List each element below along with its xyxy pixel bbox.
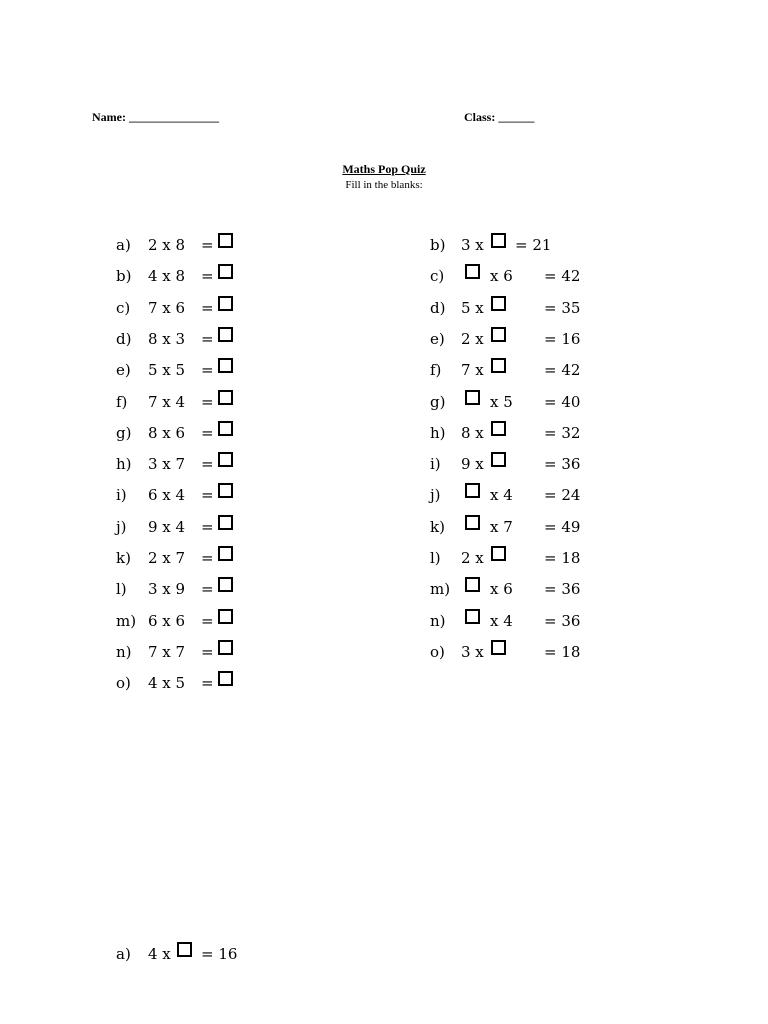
question-expression: x 6 bbox=[490, 580, 513, 599]
question-expression: x 6 bbox=[490, 267, 513, 286]
question-label: l) bbox=[116, 580, 127, 599]
question-expression: 4 x 8 bbox=[148, 267, 186, 286]
equals-sign: = bbox=[201, 267, 214, 286]
question-label: f) bbox=[430, 361, 442, 380]
question-result: = 24 bbox=[544, 486, 581, 505]
question-expression: 2 x bbox=[461, 549, 484, 567]
question-result: = 36 bbox=[544, 580, 581, 599]
question-label: o) bbox=[430, 642, 445, 661]
page-title: Maths Pop Quiz bbox=[342, 162, 426, 176]
question-expression: 3 x 9 bbox=[148, 580, 186, 599]
question-row bbox=[0, 577, 768, 601]
question-result: = 21 bbox=[515, 236, 552, 254]
answer-blank-box[interactable] bbox=[491, 421, 506, 436]
answer-blank-box[interactable] bbox=[491, 358, 506, 373]
question-label: c) bbox=[430, 267, 445, 286]
question-expression: 8 x bbox=[461, 423, 484, 442]
question-row bbox=[0, 296, 768, 320]
question-label: a) bbox=[116, 945, 131, 963]
question-expression: 5 x bbox=[461, 298, 484, 317]
question-row bbox=[0, 609, 768, 633]
question-row bbox=[0, 483, 768, 507]
question-result: = 42 bbox=[544, 361, 581, 380]
question-label: k) bbox=[430, 517, 445, 536]
question-label: o) bbox=[116, 674, 131, 693]
question-expression: 8 x 3 bbox=[148, 329, 186, 348]
question-result: = 49 bbox=[544, 517, 581, 536]
question-label: d) bbox=[116, 329, 132, 348]
answer-blank-box[interactable] bbox=[177, 942, 192, 957]
equals-sign: = bbox=[201, 423, 214, 442]
question-result: = 36 bbox=[544, 611, 581, 630]
question-label: e) bbox=[116, 361, 131, 380]
question-label: i) bbox=[430, 455, 441, 474]
question-row bbox=[0, 671, 768, 695]
answer-blank-box[interactable] bbox=[218, 671, 233, 686]
question-label: g) bbox=[116, 423, 132, 442]
equals-sign: = bbox=[201, 549, 214, 567]
answer-blank-box[interactable] bbox=[465, 483, 480, 498]
question-result: = 42 bbox=[544, 267, 581, 286]
question-label: j) bbox=[116, 517, 127, 536]
question-row bbox=[0, 327, 768, 351]
question-row bbox=[0, 390, 768, 414]
question-result: = 40 bbox=[544, 392, 581, 411]
equals-sign: = bbox=[201, 329, 214, 348]
question-label: h) bbox=[116, 455, 132, 474]
question-label: j) bbox=[430, 486, 441, 505]
question-row bbox=[0, 640, 768, 664]
equals-sign: = bbox=[201, 236, 214, 254]
question-expression: 4 x bbox=[148, 945, 171, 963]
question-label: b) bbox=[430, 236, 446, 254]
question-label: c) bbox=[116, 298, 131, 317]
class-field-label: Class: ______ bbox=[464, 110, 535, 124]
answer-blank-box[interactable] bbox=[491, 233, 506, 248]
question-expression: 2 x bbox=[461, 329, 484, 348]
question-expression: 7 x 6 bbox=[148, 298, 186, 317]
question-expression: 2 x 8 bbox=[148, 236, 186, 254]
question-result: = 18 bbox=[544, 642, 581, 661]
equals-sign: = bbox=[201, 298, 214, 317]
answer-blank-box[interactable] bbox=[491, 327, 506, 342]
equals-sign: = bbox=[201, 517, 214, 536]
question-result: = 32 bbox=[544, 423, 581, 442]
question-expression: 7 x 7 bbox=[148, 642, 186, 661]
equals-sign: = bbox=[201, 455, 214, 474]
question-expression: x 7 bbox=[490, 517, 513, 536]
question-expression: 2 x 7 bbox=[148, 549, 186, 567]
question-expression: 6 x 4 bbox=[148, 486, 186, 505]
question-label: e) bbox=[430, 329, 445, 348]
equals-sign: = bbox=[201, 486, 214, 505]
question-expression: 9 x 4 bbox=[148, 517, 186, 536]
question-label: m) bbox=[116, 611, 137, 630]
question-label: m) bbox=[430, 580, 451, 599]
question-expression: 3 x 7 bbox=[148, 455, 186, 474]
question-label: d) bbox=[430, 298, 446, 317]
question-expression: 9 x bbox=[461, 455, 484, 474]
question-row bbox=[0, 515, 768, 539]
question-label: g) bbox=[430, 392, 446, 411]
question-row bbox=[0, 421, 768, 445]
question-row bbox=[0, 233, 768, 257]
question-result: = 18 bbox=[544, 549, 581, 567]
question-expression: x 4 bbox=[490, 486, 513, 505]
question-expression: x 5 bbox=[490, 392, 513, 411]
question-label: n) bbox=[116, 642, 132, 661]
question-label: l) bbox=[430, 549, 441, 567]
equals-sign: = bbox=[201, 674, 214, 693]
question-label: f) bbox=[116, 392, 128, 411]
question-expression: 4 x 5 bbox=[148, 674, 186, 693]
question-result: = 35 bbox=[544, 298, 581, 317]
answer-blank-box[interactable] bbox=[491, 546, 506, 561]
question-label: b) bbox=[116, 267, 132, 286]
answer-blank-box[interactable] bbox=[465, 264, 480, 279]
answer-blank-box[interactable] bbox=[491, 296, 506, 311]
equals-sign: = bbox=[201, 580, 214, 599]
question-expression: 5 x 5 bbox=[148, 361, 186, 380]
equals-sign: = bbox=[201, 361, 214, 380]
question-label: i) bbox=[116, 486, 127, 505]
equals-sign: = bbox=[201, 611, 214, 630]
name-field-label: Name: _______________ bbox=[92, 110, 219, 124]
answer-blank-box[interactable] bbox=[491, 452, 506, 467]
question-expression: 8 x 6 bbox=[148, 423, 186, 442]
question-result: = 16 bbox=[544, 329, 581, 348]
answer-blank-box[interactable] bbox=[465, 515, 480, 530]
question-label: h) bbox=[430, 423, 446, 442]
bottom-question bbox=[0, 942, 768, 966]
question-label: k) bbox=[116, 549, 131, 567]
question-label: n) bbox=[430, 611, 446, 630]
question-expression: 7 x bbox=[461, 361, 484, 380]
question-row bbox=[0, 546, 768, 570]
equals-sign: = bbox=[201, 392, 214, 411]
question-expression: 3 x bbox=[461, 642, 484, 661]
question-row bbox=[0, 358, 768, 382]
question-expression: 6 x 6 bbox=[148, 611, 186, 630]
question-result: = 36 bbox=[544, 455, 581, 474]
question-label: a) bbox=[116, 236, 131, 254]
answer-blank-box[interactable] bbox=[465, 390, 480, 405]
equals-sign: = bbox=[201, 642, 214, 661]
question-expression: x 4 bbox=[490, 611, 513, 630]
question-expression: 7 x 4 bbox=[148, 392, 186, 411]
answer-blank-box[interactable] bbox=[465, 577, 480, 592]
question-result: = 16 bbox=[201, 945, 238, 963]
answer-blank-box[interactable] bbox=[465, 609, 480, 624]
question-expression: 3 x bbox=[461, 236, 484, 254]
instructions-text: Fill in the blanks: bbox=[345, 179, 423, 191]
question-row bbox=[0, 452, 768, 476]
question-row bbox=[0, 264, 768, 288]
answer-blank-box[interactable] bbox=[491, 640, 506, 655]
